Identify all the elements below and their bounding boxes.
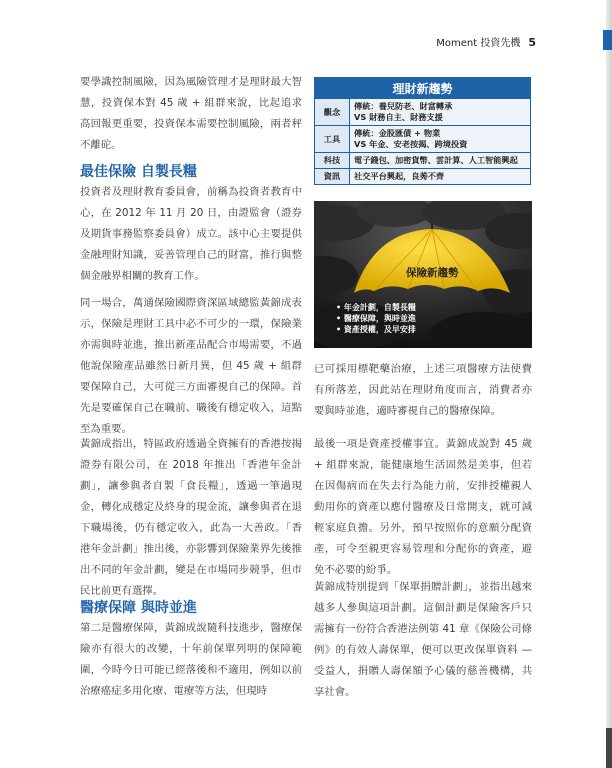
photo-title: 保險新趨勢 [406,267,459,279]
section1-paragraph-2: 同一場合，萬通保險國際資深區域總監黃錦成表示，保險是理財工具中必不可少的一環，保險業亦需與時並進，推出新產品配合市場需要，不過他說保險產品雖然日新月異，但 45 歲 + 組群要保障自己，大可從三方面審視自己的保障。首先是要確保自己在職前、職後有穩定收入，這點至為重要。 [80,297,302,435]
photo-bullet: • 資產授權，及早安排 [336,324,416,335]
table-row-description: 傳統：養兒防老、財富轉承 VS 財務自主、財務支援 [350,99,531,126]
header-accent-bar [603,30,612,50]
table-row-description: 電子錢包、加密貨幣、雲計算、人工智能興起 [350,153,531,169]
right-paragraph-2: 最後一項是資產授權事宜。黃錦成說對 45 歲 + 組群來說，能健康地生活固然是美事，但若在因傷病而在失去行為能力前，安排授權親人動用你的資產以應付醫療及日常開支，就可減輕家庭負擔。另外，預早按照你的意願分配資產，可令至親更容易管理和分配你的資產，避免不必要的紛爭。 [314,438,532,576]
table-row-category: 科技 [315,153,350,169]
table-row [315,99,531,126]
photo-bullet: • 醫療保障，與時並進 [336,313,416,324]
page-spine-bottom [606,728,612,768]
magazine-title: Moment 投資先機 [436,38,521,49]
running-header [436,34,536,49]
intro-paragraph: 要學識控制風險，因為風險管理才是理財最大智慧，投資保本對 45 歲 + 組群來說，比起追求高回報更重要，投資保本需要控制風險，兩者秤不離砣。 [80,76,302,151]
umbrella-photo [314,201,532,348]
section1-cont-2 [80,434,302,602]
table-row [315,169,531,185]
trend-table [314,77,531,185]
right-paragraph-1: 已可採用標靶藥治療，上述三項醫療方法使費有所落差，因此站在理財角度而言，消費者亦要與時並進，適時審視自己的醫療保障。 [314,363,532,417]
section2 [80,598,302,702]
page-spine [606,0,612,768]
table-row-description: 社交平台興起，良莠不齊 [350,169,531,185]
right-block-3 [314,577,532,703]
table-row-description: 傳統：金股匯債 + 物業 VS 年金、安老按揭、跨境投資 [350,126,531,153]
section1-paragraph-1: 投資者及理財教育委員會，前稱為投資者教育中心，在 2012 年 11 月 20 日，由證監會（證券及期貨事務監察委員會）成立。該中心主要提供金融理財知識，妥善管理自己的財富，推行與整個金融界相關的教育工作。 [80,186,302,282]
section1-paragraph-3: 黃錦成指出，特區政府透過全資擁有的香港按揭證券有限公司，在 2018 年推出「香港年金計劃」，讓參與者自製「食長糧」，透過一筆過現金，轉化成穩定及終身的現金流，讓參與者在退下職場後，仍有穩定收入，此為一大善政。「香港年金計劃」推出後，亦影響到保險業界先後推出不同的年金計劃，變是在市場同步競爭，但市民比前更有選擇。 [80,438,302,597]
section2-paragraph-1: 第二是醫療保障，黃錦成說隨科技進步，醫療保險亦有很大的改變，十年前保單列明的保障範圍，今時今日可能已經落後和不適用，例如以前治療癌症多用化療、電療等方法，但現時 [80,622,302,697]
right-block-2 [314,434,532,581]
table-row-category: 資訊 [315,169,350,185]
right-block-1 [314,359,532,422]
table-row [315,153,531,169]
table-row-category: 工具 [315,126,350,153]
photo-bullet-list [336,302,416,335]
section1-cont [80,293,302,440]
section1 [80,162,302,287]
table-row-category: 觀念 [315,99,350,126]
trend-table-title: 理財新趨勢 [315,78,531,99]
section2-heading: 醫療保障 與時並進 [80,600,197,616]
right-paragraph-3: 黃錦成特別提到「保單捐贈計劃」，並指出越來越多人參與這項計劃。這個計劃是保險客戶只需擁有一份符合香港法例第 41 章《保險公司條例》的有效人壽保單，便可以更改保單資料 — 受益人，捐贈人壽保額予心儀的慈善機構，共享社會。 [314,581,532,698]
page-number: 5 [528,36,536,49]
section1-heading: 最佳保險 自製長糧 [80,164,197,180]
table-row [315,126,531,153]
left-intro [80,72,302,156]
photo-bullet: • 年金計劃，自製長糧 [336,302,416,313]
